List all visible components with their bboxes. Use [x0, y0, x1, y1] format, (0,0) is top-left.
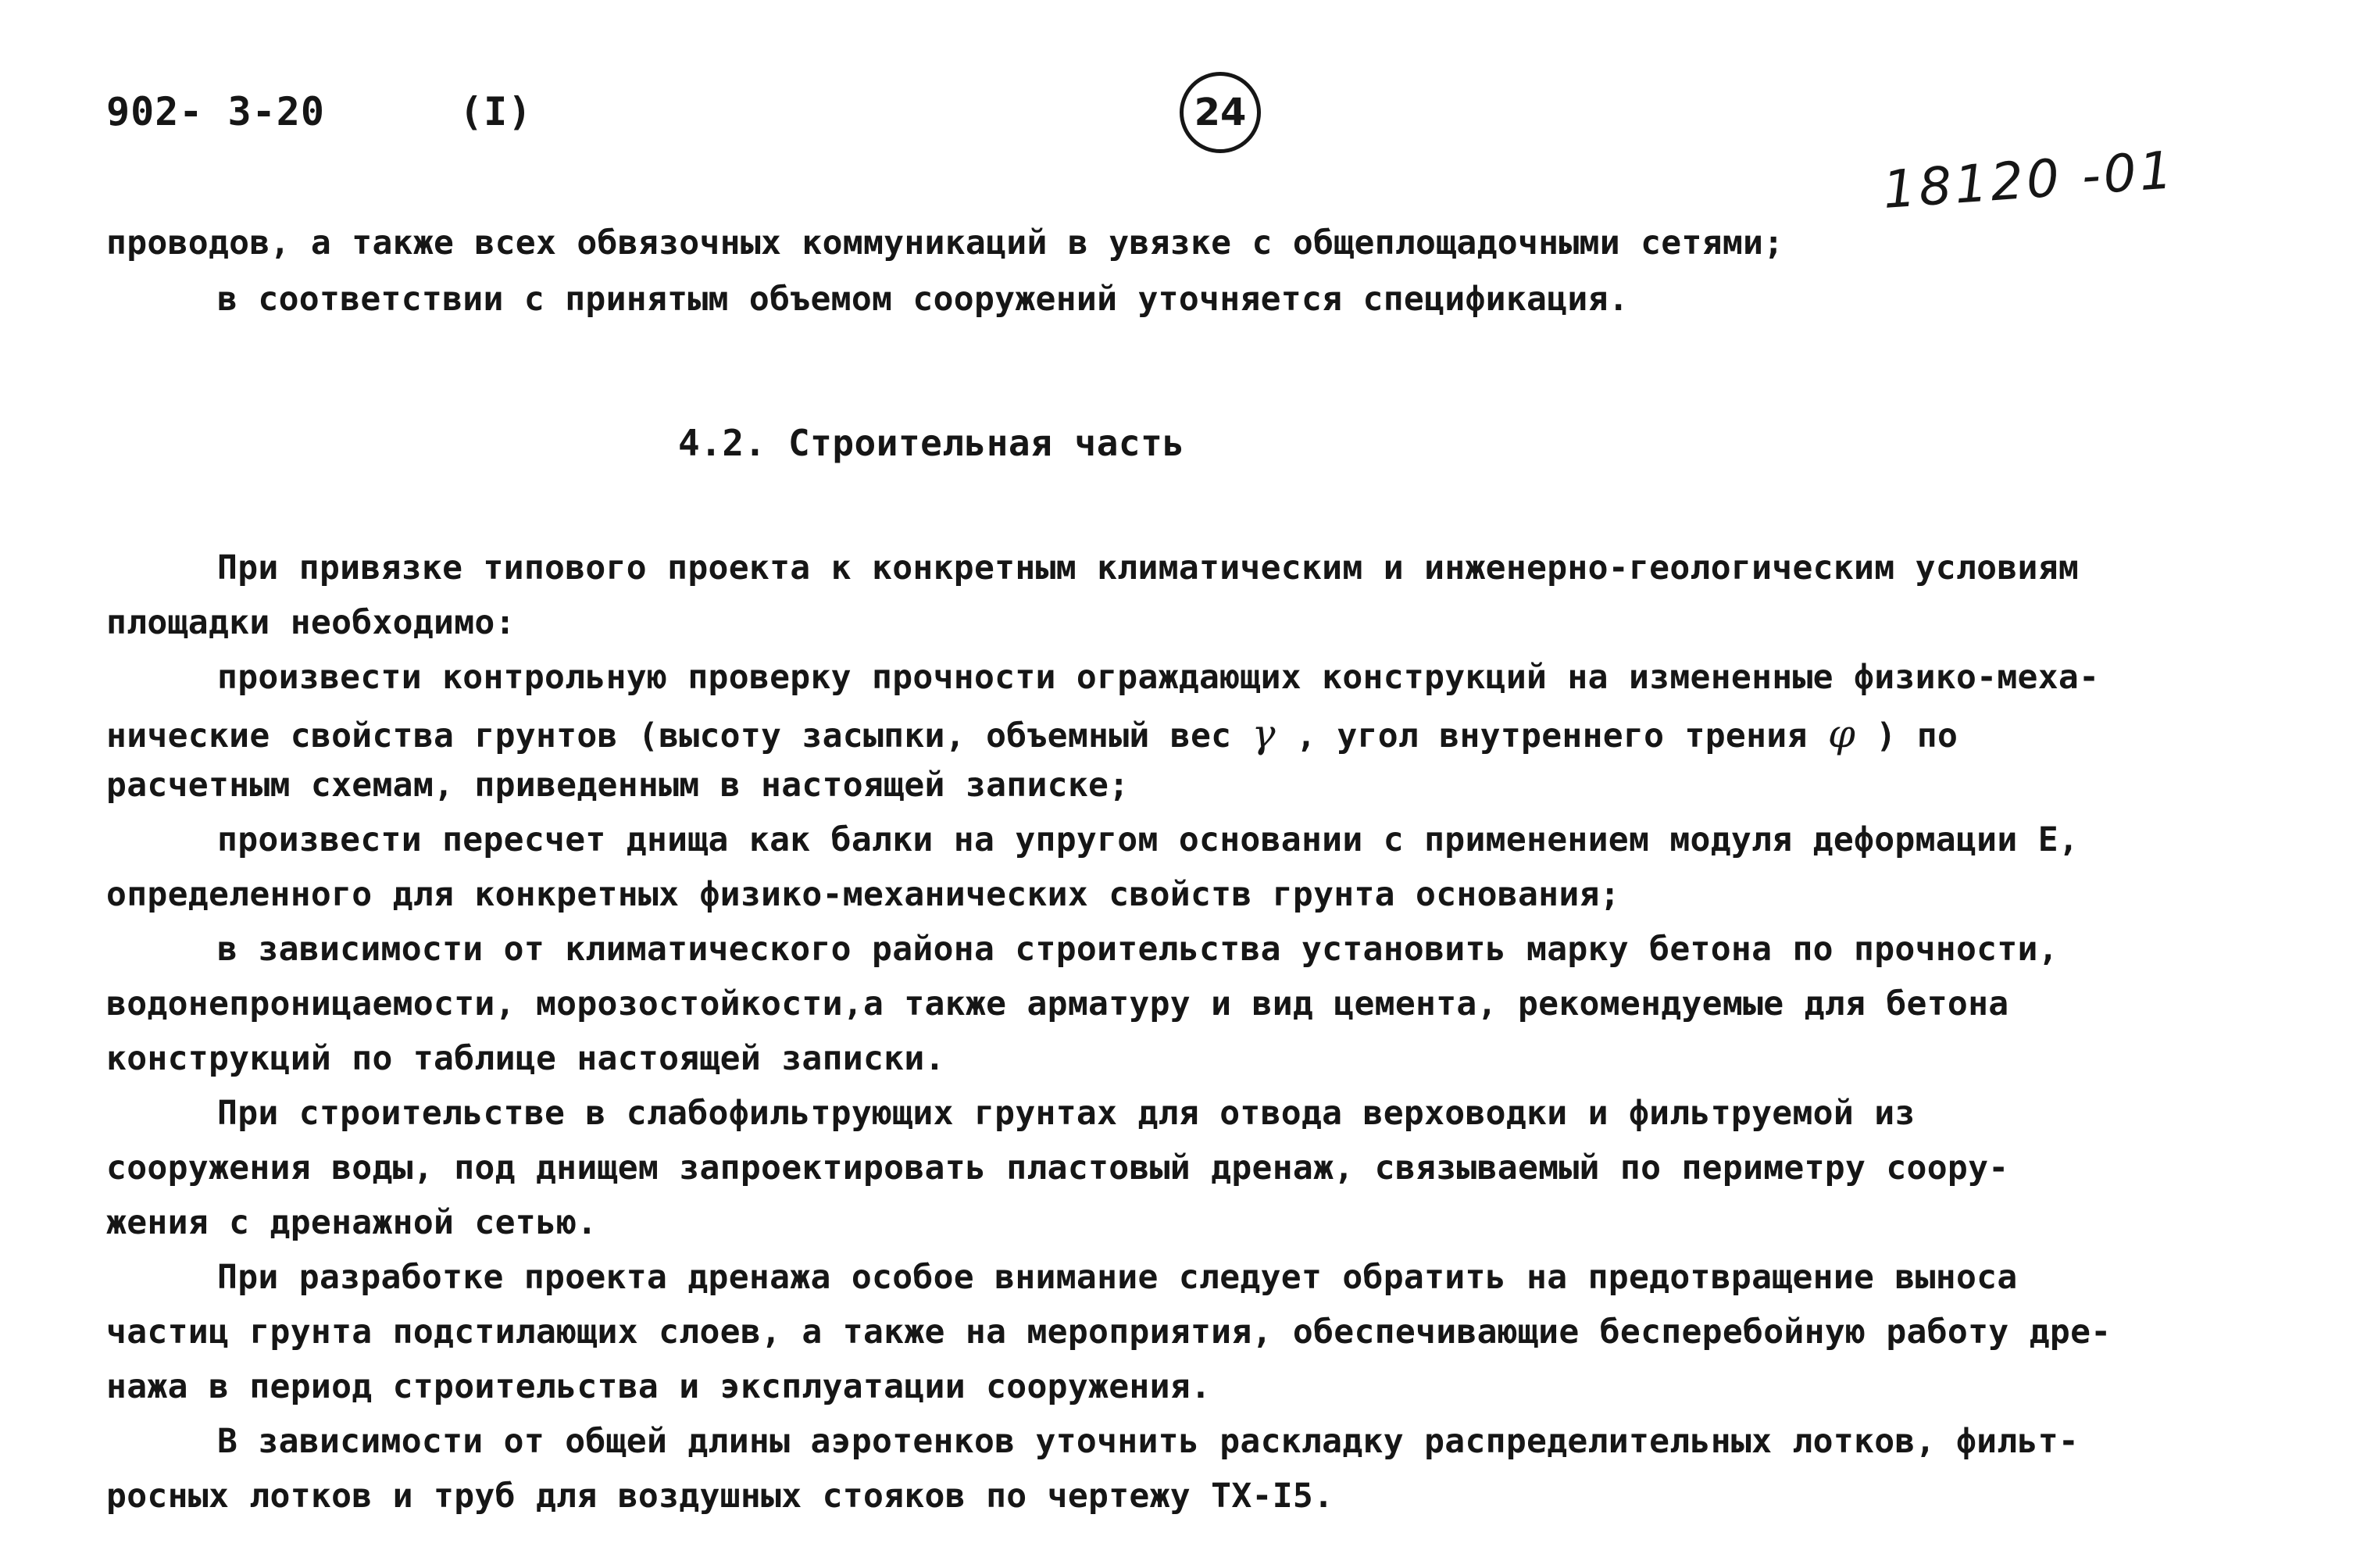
body-line: В зависимости от общей длины аэротенков уточнить раскладку распределительных лотков, фильт-	[217, 1422, 2080, 1461]
body-text: ) по	[1876, 716, 1958, 755]
body-line: нажа в период строительства и эксплуатации сооружения.	[106, 1367, 1212, 1406]
section-heading: 4.2. Строительная часть	[678, 422, 1185, 464]
body-line: конструкций по таблице настоящей записки.	[106, 1039, 945, 1078]
body-line: определенного для конкретных физико-механических свойств грунта основания;	[106, 875, 1620, 914]
body-line: При привязке типового проекта к конкретным климатическим и инженерно-геологическим условиям	[217, 548, 2080, 588]
handwritten-note: 18120 -01	[1880, 140, 2177, 220]
body-line: водонепроницаемости, морозостойкости,а также арматуру и вид цемента, рекомендуемые для бетона	[106, 984, 2009, 1023]
body-line: частиц грунта подстилающих слоев, а также на мероприятия, обеспечивающие бесперебойную работу дре-	[106, 1313, 2112, 1352]
body-line-formula	[106, 711, 1958, 756]
gamma-symbol: γ	[1251, 711, 1276, 756]
body-line: расчетным схемам, приведенным в настоящей записке;	[106, 766, 1130, 805]
sheet-marker: (I)	[459, 89, 533, 134]
document-code: 902- 3-20	[106, 89, 325, 134]
body-line: в зависимости от климатического района строительства установить марку бетона по прочности,	[217, 930, 2058, 969]
intro-line-2: в соответствии с принятым объемом сооружений уточняется спецификация.	[217, 280, 1629, 319]
body-line: произвести пересчет днища как балки на упругом основании с применением модуля деформации Е,	[217, 820, 2080, 859]
page-number	[1180, 72, 1261, 153]
body-line: При строительстве в слабофильтрующих грунтах для отвода верховодки и фильтруемой из	[217, 1094, 1916, 1133]
body-line: росных лотков и труб для воздушных стояков по чертежу ТХ-I5.	[106, 1477, 1334, 1516]
body-line: сооружения воды, под днищем запроектировать пластовый дренаж, связываемый по периметру соору-	[106, 1148, 2009, 1188]
body-line: площадки необходимо:	[106, 603, 516, 642]
body-line: жения с дренажной сетью.	[106, 1203, 598, 1242]
body-line: произвести контрольную проверку прочности ограждающих конструкций на измененные физико-меха-	[217, 658, 2100, 697]
phi-symbol: φ	[1827, 711, 1856, 756]
body-line: При разработке проекта дренажа особое внимание следует обратить на предотвращение выноса	[217, 1258, 2018, 1297]
body-text: , угол внутреннего трения	[1295, 716, 1808, 755]
body-text: нические свойства грунтов (высоту засыпки, объемный вес	[106, 716, 1232, 755]
intro-line-1: проводов, а также всех обвязочных коммуникаций в увязке с общеплощадочными сетями;	[106, 223, 1784, 263]
page-number-text: 24	[1194, 91, 1247, 134]
